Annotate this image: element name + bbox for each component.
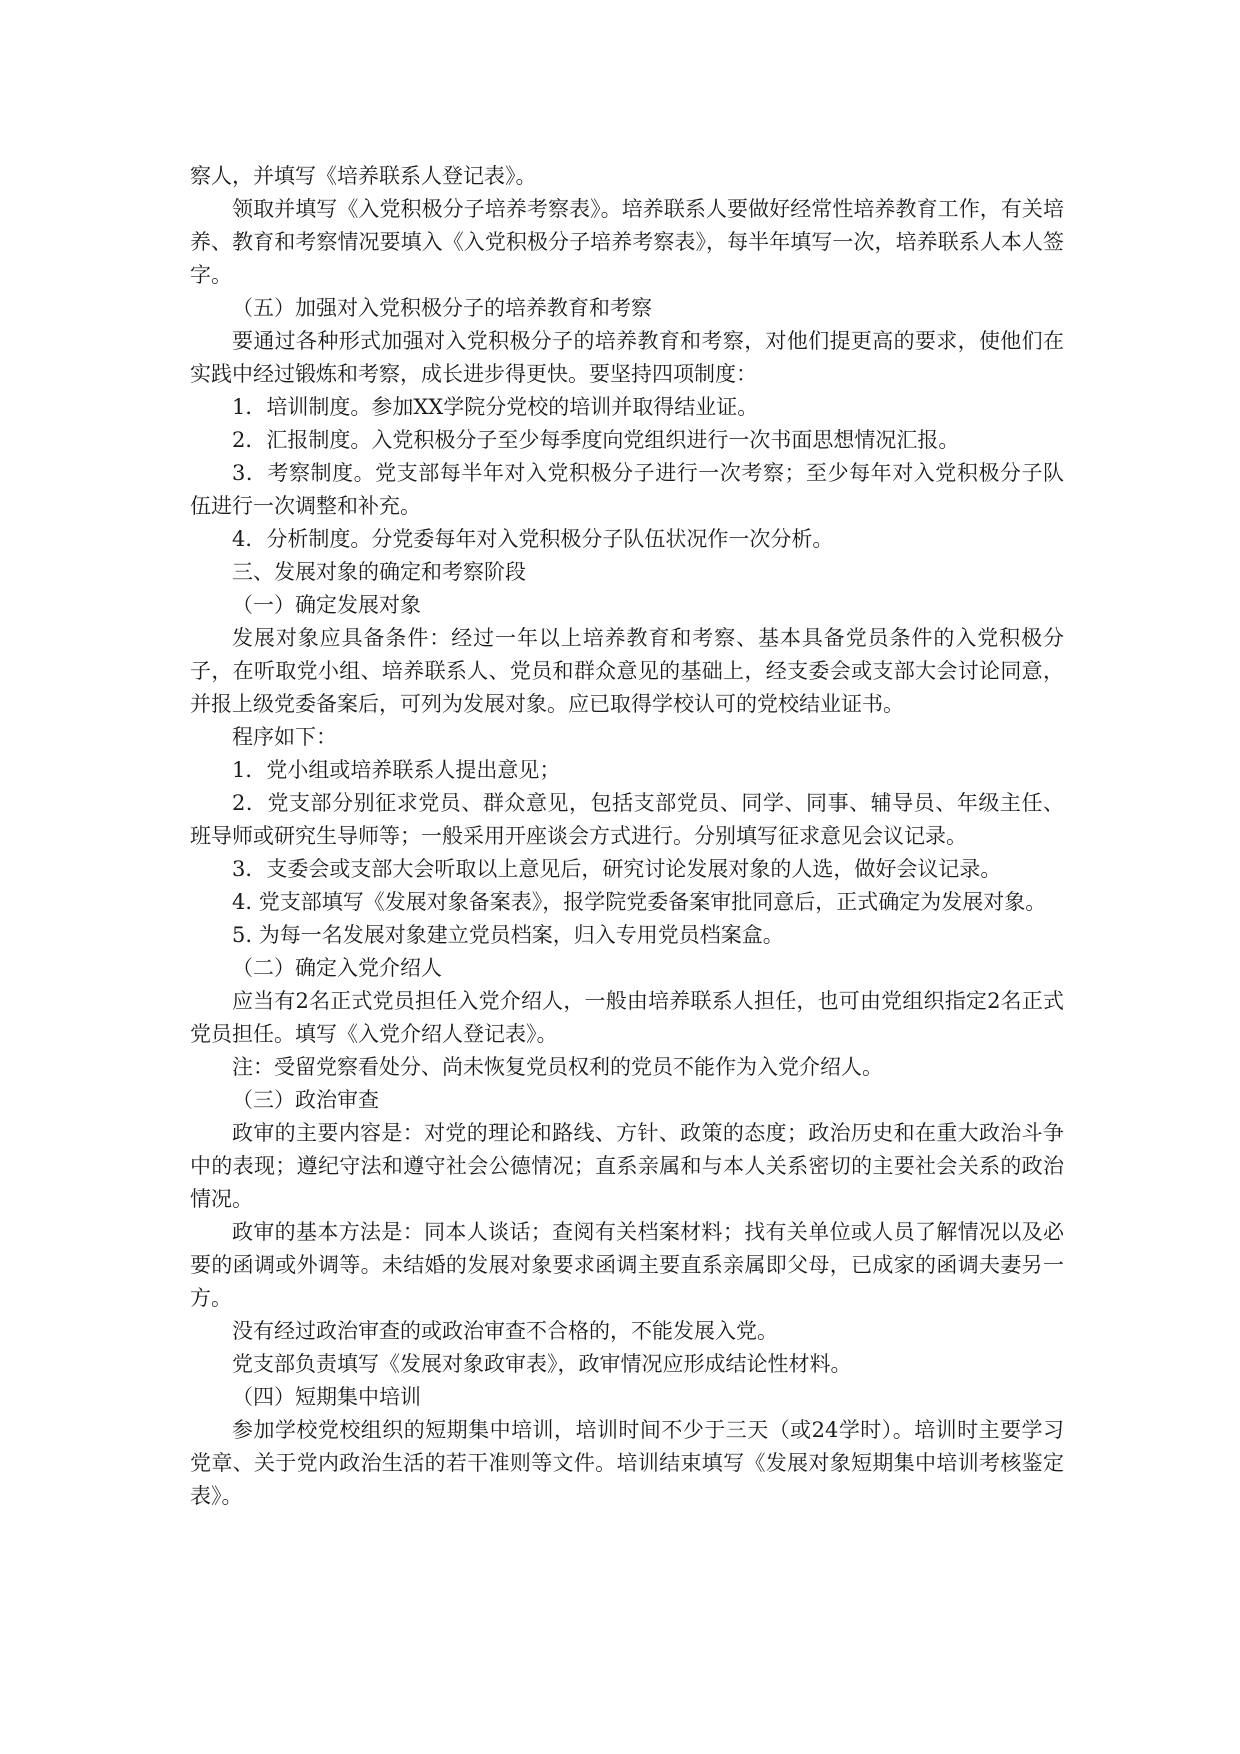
procedure-item-3: 3．支委会或支部大会听取以上意见后，研究讨论发展对象的人选，做好会议记录。 bbox=[232, 857, 1002, 881]
list-item-report: 2．汇报制度。入党积极分子至少每季度向党组织进行一次书面思想情况汇报。 bbox=[232, 428, 960, 452]
document-body bbox=[190, 160, 1064, 1513]
list-item-training: 1．培训制度。参加XX学院分党校的培训并取得结业证。 bbox=[232, 395, 759, 419]
list-item-analysis: 4．分析制度。分党委每年对入党积极分子队伍状况作一次分析。 bbox=[232, 527, 834, 551]
paragraph-22: 政审的基本方法是：同本人谈话；查阅有关档案材料；找有关单位或人员了解情况以及必要的函调或外调等。未结婚的发展对象要求函调主要直系亲属即父母，已成家的函调夫妻另一方。 bbox=[190, 1220, 1064, 1310]
procedure-item-1: 1．党小组或培养联系人提出意见； bbox=[232, 758, 561, 782]
section-heading-1: （一）确定发展对象 bbox=[232, 593, 421, 617]
section-heading-2: （二）确定入党介绍人 bbox=[232, 956, 442, 980]
procedure-item-4: 4. 党支部填写《发展对象备案表》，报学院党委备案审批同意后，正式确定为发展对象。 bbox=[232, 890, 1047, 914]
paragraph-26: 参加学校党校组织的短期集中培训，培训时间不少于三天（或24学时）。培训时主要学习党章、关于党内政治生活的若干准则等文件。培训结束填写《发展对象短期集中培训考核鉴定表》。 bbox=[190, 1418, 1064, 1508]
paragraph-23: 没有经过政治审查的或政治审查不合格的，不能发展入党。 bbox=[232, 1319, 778, 1343]
paragraph-0: 察人，并填写《培养联系人登记表》。 bbox=[190, 164, 537, 188]
procedure-item-2: 2．党支部分别征求党员、群众意见，包括支部党员、同学、同事、辅导员、年级主任、班导师或研究生导师等；一般采用开座谈会方式进行。分别填写征求意见会议记录。 bbox=[190, 791, 1064, 848]
section-heading-3: （三）政治审查 bbox=[232, 1088, 379, 1112]
procedure-item-5: 5. 为每一名发展对象建立党员档案，归入专用党员档案盒。 bbox=[232, 923, 784, 947]
paragraph-18: 应当有2名正式党员担任入党介绍人，一般由培养联系人担任，也可由党组织指定2名正式党员担任。填写《入党介绍人登记表》。 bbox=[190, 989, 1064, 1046]
paragraph-11: 程序如下： bbox=[232, 725, 337, 749]
paragraph-1: 领取并填写《入党积极分子培养考察表》。培养联系人要做好经常性培养教育工作，有关培养、教育和考察情况要填入《入党积极分子培养考察表》，每半年填写一次，培养联系人本人签字。 bbox=[190, 197, 1064, 287]
paragraph-21: 政审的主要内容是：对党的理论和路线、方针、政策的态度；政治历史和在重大政治斗争中的表现；遵纪守法和遵守社会公德情况；直系亲属和与本人关系密切的主要社会关系的政治情况。 bbox=[190, 1121, 1064, 1211]
paragraph-3: 要通过各种形式加强对入党积极分子的培养教育和考察，对他们提更高的要求，使他们在实践中经过锻炼和考察，成长进步得更快。要坚持四项制度： bbox=[190, 329, 1064, 386]
list-item-inspection: 3．考察制度。党支部每半年对入党积极分子进行一次考察；至少每年对入党积极分子队伍进行一次调整和补充。 bbox=[190, 461, 1064, 518]
paragraph-10: 发展对象应具备条件：经过一年以上培养教育和考察、基本具备党员条件的入党积极分子，在听取党小组、培养联系人、党员和群众意见的基础上，经支委会或支部大会讨论同意，并报上级党委备案后，可列为发展对象。应已取得学校认可的党校结业证书。 bbox=[190, 626, 1064, 716]
paragraph-24: 党支部负责填写《发展对象政审表》，政审情况应形成结论性材料。 bbox=[232, 1352, 852, 1376]
note-paragraph: 注：受留党察看处分、尚未恢复党员权利的党员不能作为入党介绍人。 bbox=[232, 1055, 883, 1079]
section-heading-4: （四）短期集中培训 bbox=[232, 1385, 421, 1409]
section-heading-5: （五）加强对入党积极分子的培养教育和考察 bbox=[232, 296, 652, 320]
chapter-heading-3: 三、发展对象的确定和考察阶段 bbox=[232, 560, 526, 584]
